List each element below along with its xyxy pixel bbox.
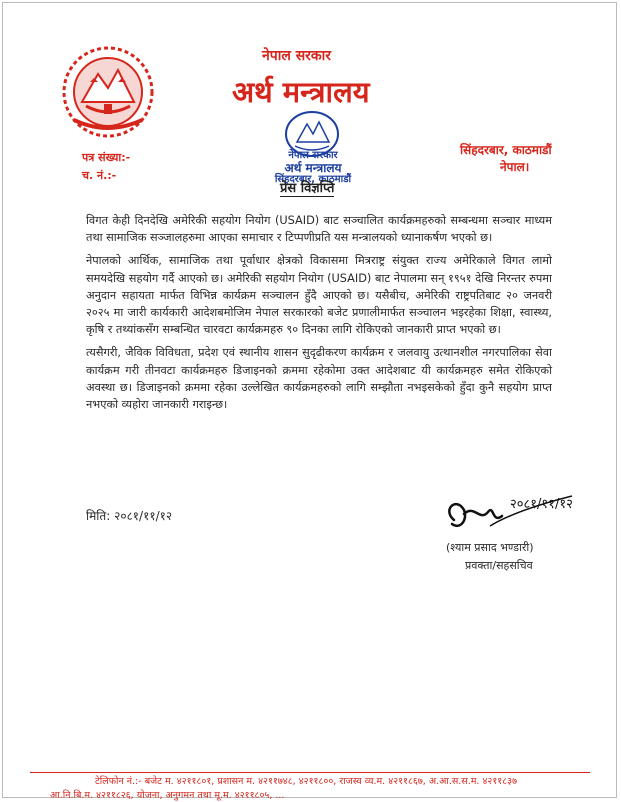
signer-title: प्रवक्ता/सहसचिव: [465, 559, 533, 572]
paragraph-3: त्यसैगरी, जैविक विविधता, प्रदेश एवं स्थानीय शासन सुदृढीकरण कार्यक्रम र जलवायु उत्थानशील नगरपालिका सेवा कार्यक्रम गरी तीनवटा कार्यक्रमहरु डिजाइनको क्रममा रहेकोमा उक्त आदेशबाट यी कार्यक्रमहरु समेत रोकिएको अवस्था छ। डिजाइनको क्रममा रहेका उल्लेखित कार्यक्रमहरुको लागि सम्झौता नभइसकेको हुँदा कुनै सहयोग प्राप्त नभएको व्यहोरा जानकारी गराइन्छ।: [86, 346, 552, 412]
nepal-emblem-icon: [60, 44, 156, 140]
signature-icon: [440, 474, 580, 544]
government-name: नेपाल सरकार: [262, 48, 332, 64]
issue-date: मिति: २०८१/११/१२: [86, 509, 173, 523]
ministry-name: अर्थ मन्त्रालय: [232, 75, 370, 109]
press-release-title: प्रेस विज्ञप्ति: [280, 178, 334, 197]
paragraph-2: नेपालको आर्थिक, सामाजिक तथा पूर्वाधार क्षेत्रको विकासमा मित्रराष्ट्र संयुक्त राज्य अमेरिकाले विगत लामो समयदेखि सहयोग गर्दै आएको छ। अमेरिकी सहयोग नियोग (USAID) बाट नेपालमा सन् १९५१ देखि निरन्तर रुपमा अनुदान सहायता मार्फत विभिन्न कार्यक्रम सञ्चालन हुँदै आएको छ। यसैबीच, अमेरिकी राष्ट्रपतिबाट २० जनवरी २०२५ मा जारी कार्यकारी आदेशबमोजिम नेपाल सरकारको बजेट प्रणालीमार्फत सञ्चालन भइरहेका शिक्षा, स्वास्थ्य, कृषि र तथ्यांकसँग सम्बन्धित चारवटा कार्यक्रमहरु ९० दिनका लागि रोकिएको जानकारी प्राप्त भएको छ।: [86, 254, 552, 337]
address-line2: नेपाल।: [500, 160, 530, 174]
signature-date-note: २०८१/११/१२: [510, 497, 573, 512]
ministry-address: [460, 142, 552, 176]
paragraph-1: विगत केही दिनदेखि अमेरिकी सहयोग नियोग (USAID) बाट सञ्चालित कार्यक्रमहरुको सम्बन्धमा सञ्चार माध्यम तथा सामाजिक सञ्जालहरुमा आएका समाचार र टिप्पणीप्रति यस मन्त्रालयको ध्यानाकर्षण भएको छ।: [86, 214, 552, 245]
stamp-line3: सिंहदरबार, काठमाडौं: [274, 174, 352, 185]
address-line1: सिंहदरबार, काठमाडौं: [460, 143, 552, 157]
footer-phone-line2: आ.नि.बि.म. ४२११८२६, योजना, अनुगमन तथा मू.म. ४२११८०५, ...: [50, 790, 285, 801]
stamp-line2: अर्थ मन्त्रालय: [284, 161, 342, 175]
footer-divider: [30, 772, 590, 773]
signer-name: (श्याम प्रसाद भण्डारी): [446, 541, 534, 554]
dispatch-number-label: च. नं.:-: [82, 169, 117, 182]
stamp-line1: नेपाल सरकार: [288, 150, 338, 161]
footer-phone-line1: टेलिफोन नं.:- बजेट म. ४२११८०१, प्रशासन म. ४२११७४८, ४२११८००, राजस्व व्य.म. ४२११८६७, अ.आ.स.स.म. ४२११८३७: [95, 776, 518, 787]
reference-number-label: पत्र संख्या:-: [82, 151, 131, 164]
press-release-body: [86, 212, 552, 419]
